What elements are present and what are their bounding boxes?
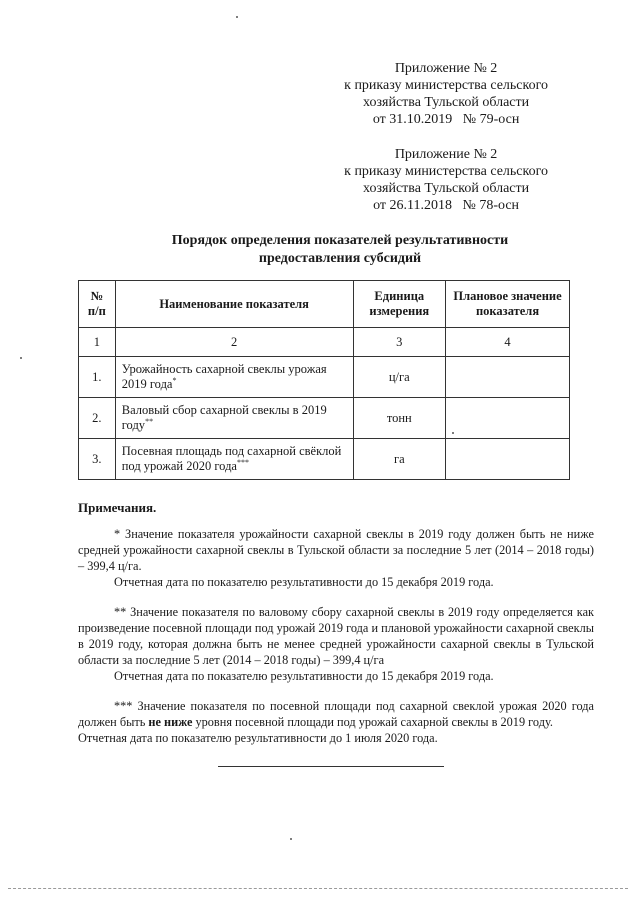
index-cell: 2: [115, 328, 353, 357]
note-3-emphasis: не ниже: [148, 715, 193, 729]
table-row: [79, 357, 570, 398]
appendix-line: к приказу министерства сельского: [344, 78, 548, 93]
document-title-line: предоставления субсидий: [258, 251, 422, 266]
footnote-mark: **: [145, 416, 154, 426]
appendix-header-1: [344, 60, 548, 128]
column-index-row: [79, 328, 570, 357]
note-3: [78, 698, 594, 730]
table-header-row: [79, 281, 570, 328]
scan-speck: [290, 838, 292, 840]
row-name: [115, 398, 353, 439]
row-unit: тонн: [353, 398, 446, 439]
row-name-text: Урожайность сахарной свеклы урожая 2019 года: [121, 362, 327, 391]
note-2-date: Отчетная дата по показателю результативности до 15 декабря 2019 года.: [114, 669, 494, 683]
row-name: [115, 357, 353, 398]
table-row: [79, 439, 570, 480]
appendix-line: хозяйства Тульской области: [363, 181, 530, 196]
indicators-table: [78, 280, 570, 480]
scan-speck: [236, 16, 238, 18]
appendix-line: хозяйства Тульской области: [363, 95, 530, 110]
note-3-text: *** Значение показателя по посевной площади под сахарной свеклой урожая 2020 года должен быть: [78, 699, 594, 729]
appendix-title: Приложение № 2: [394, 61, 498, 76]
row-num: 3.: [79, 439, 116, 480]
note-1-date: Отчетная дата по показателю результативности до 15 декабря 2019 года.: [114, 575, 494, 589]
note-2: ** Значение показателя по валовому сбору сахарной свеклы в 2019 году определяется как произведение посевной площади под урожай 2019 года и плановой урожайности сахарной свеклы в 2019 году, которая должна быть не менее средней урожайности сахарной свеклы в Тульской области за последние 5 лет (2014 – 2018 годы) – 399,4 ц/га: [78, 605, 594, 667]
row-plan: [446, 439, 570, 480]
row-name-text: Валовый сбор сахарной свеклы в 2019 году: [121, 403, 327, 432]
notes-section: [78, 526, 594, 746]
table-row: [79, 398, 570, 439]
end-divider: [218, 766, 444, 767]
footnote-mark: ***: [236, 457, 249, 467]
appendix-date: от 31.10.2019 № 79-осн: [372, 112, 520, 127]
appendix-line: к приказу министерства сельского: [344, 164, 548, 179]
note-3-text: уровня посевной площади под урожай сахарной свеклы в 2019 году.: [192, 715, 553, 729]
scan-edge-line: [8, 888, 628, 889]
note-3-date: Отчетная дата по показателю результативности до 1 июля 2020 года.: [78, 731, 438, 745]
index-cell: 3: [353, 328, 446, 357]
scan-speck: [20, 357, 22, 359]
appendix-date: от 26.11.2018 № 78-осн: [373, 198, 520, 213]
footnote-mark: *: [172, 375, 177, 385]
row-unit: ц/га: [353, 357, 446, 398]
scan-speck: [452, 432, 454, 434]
notes-heading: Примечания.: [78, 500, 157, 515]
index-cell: 4: [446, 328, 570, 357]
index-cell: 1: [79, 328, 116, 357]
header-name: Наименование показателя: [115, 281, 353, 328]
document-title-line: Порядок определения показателей результативности: [171, 233, 509, 248]
row-plan: [446, 398, 570, 439]
header-unit: Единица измерения: [353, 281, 446, 328]
row-num: 1.: [79, 357, 116, 398]
document-title: [0, 232, 640, 268]
row-name: [115, 439, 353, 480]
row-name-text: Посевная площадь под сахарной свёклой под урожай 2020 года: [121, 444, 342, 473]
header-num: № п/п: [79, 281, 116, 328]
row-num: 2.: [79, 398, 116, 439]
header-plan: Плановое значение показателя: [446, 281, 570, 328]
appendix-header-2: [344, 146, 548, 214]
note-1: * Значение показателя урожайности сахарной свеклы в 2019 году должен быть не ниже средней урожайности сахарной свеклы в Тульской области за последние 5 лет (2014 – 2018 годы) – 399,4 ц/га.: [78, 527, 594, 573]
row-plan: [446, 357, 570, 398]
appendix-title: Приложение № 2: [394, 147, 498, 162]
row-unit: га: [353, 439, 446, 480]
